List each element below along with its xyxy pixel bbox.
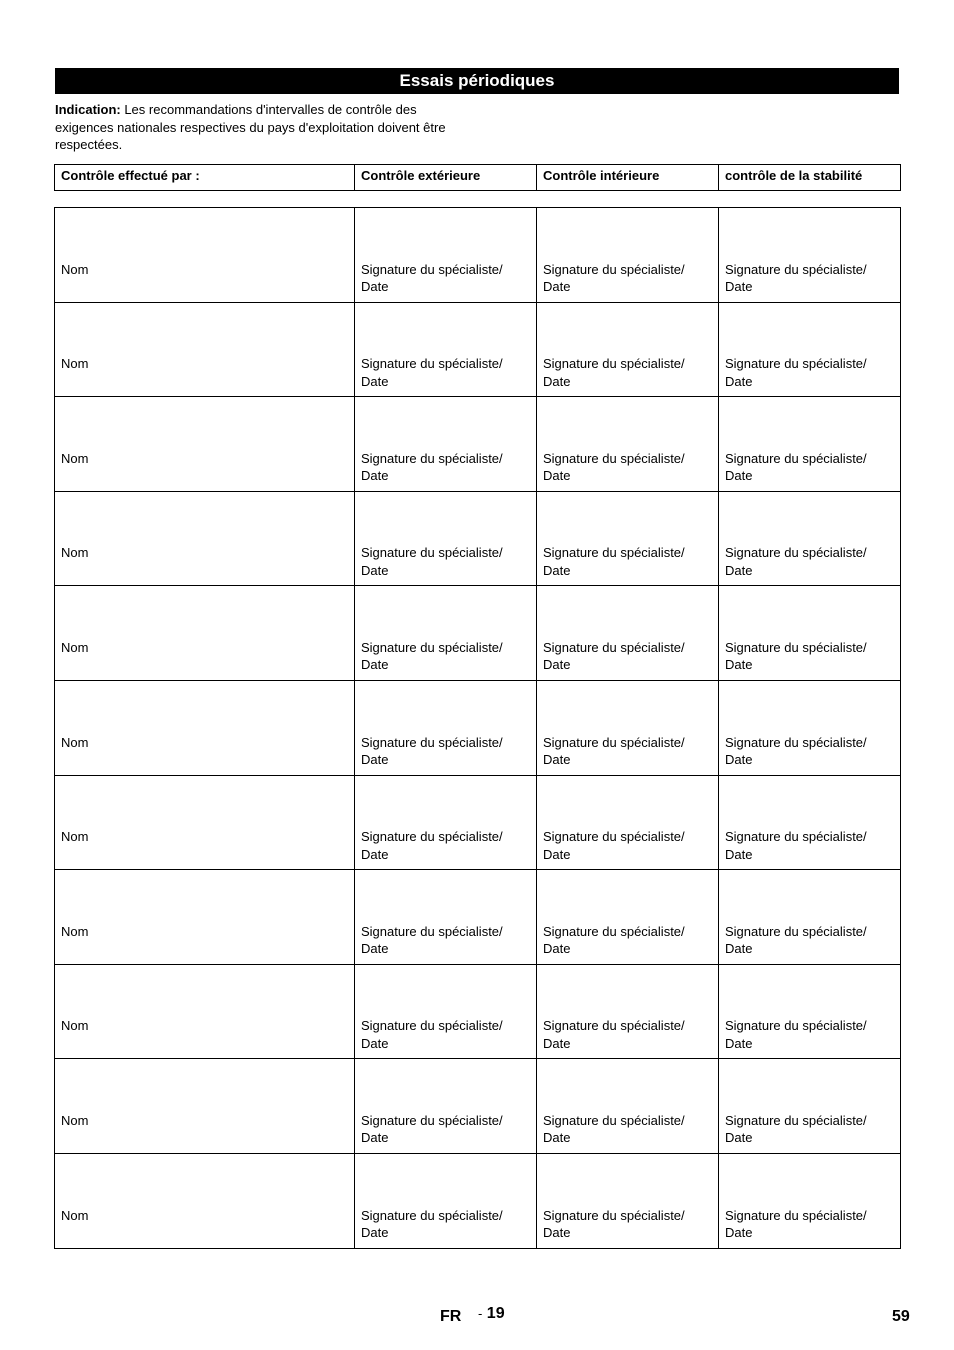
header-stability-check: contrôle de la stabilité xyxy=(719,165,901,191)
header-interior-check: Contrôle intérieure xyxy=(537,165,719,191)
signature-label: Signature du spécialiste/ xyxy=(543,450,685,466)
signature-label: Signature du spécialiste/ xyxy=(725,545,867,561)
signature-cell-stability[interactable] xyxy=(719,870,901,965)
table-row xyxy=(55,1153,901,1248)
name-spacer xyxy=(61,1225,65,1240)
signature-cell-stability[interactable] xyxy=(719,680,901,775)
name-cell[interactable] xyxy=(55,586,355,681)
signature-cell-exterior[interactable] xyxy=(355,1059,537,1154)
inspection-log-table xyxy=(54,207,901,1249)
signature-cell-interior[interactable] xyxy=(537,1059,719,1154)
date-label: Date xyxy=(543,657,571,673)
signature-label: Signature du spécialiste/ xyxy=(725,450,867,466)
signature-cell-exterior[interactable] xyxy=(355,397,537,492)
date-label: Date xyxy=(361,1225,389,1241)
table-row xyxy=(55,586,901,681)
table-row xyxy=(55,1059,901,1154)
signature-label: Signature du spécialiste/ xyxy=(361,1112,503,1128)
date-label: Date xyxy=(725,1035,753,1051)
signature-cell-stability[interactable] xyxy=(719,1153,901,1248)
date-label: Date xyxy=(543,562,571,578)
name-label: Nom xyxy=(61,450,89,466)
header-exterior-check: Contrôle extérieure xyxy=(355,165,537,191)
signature-label: Signature du spécialiste/ xyxy=(543,1018,685,1034)
header-performed-by: Contrôle effectué par : xyxy=(55,165,355,191)
date-label: Date xyxy=(361,1035,389,1051)
footer-sub-page xyxy=(478,1305,505,1323)
date-label: Date xyxy=(361,657,389,673)
signature-label: Signature du spécialiste/ xyxy=(725,1112,867,1128)
name-spacer xyxy=(61,847,65,862)
date-label: Date xyxy=(725,279,753,295)
name-label: Nom xyxy=(61,923,89,939)
date-label: Date xyxy=(725,941,753,957)
date-label: Date xyxy=(543,1225,571,1241)
indication-text: Les recommandations d'intervalles de contrôle des exigences nationales respectives du pays d'exploitation doivent être respectées. xyxy=(55,102,446,152)
indication-label: Indication: xyxy=(55,102,121,117)
name-cell[interactable] xyxy=(55,302,355,397)
signature-cell-interior[interactable] xyxy=(537,775,719,870)
signature-cell-exterior[interactable] xyxy=(355,870,537,965)
signature-cell-interior[interactable] xyxy=(537,586,719,681)
signature-label: Signature du spécialiste/ xyxy=(543,829,685,845)
signature-label: Signature du spécialiste/ xyxy=(725,356,867,372)
signature-cell-exterior[interactable] xyxy=(355,208,537,303)
date-label: Date xyxy=(361,373,389,389)
signature-cell-interior[interactable] xyxy=(537,1153,719,1248)
name-cell[interactable] xyxy=(55,870,355,965)
name-label: Nom xyxy=(61,1112,89,1128)
signature-label: Signature du spécialiste/ xyxy=(361,923,503,939)
signature-label: Signature du spécialiste/ xyxy=(543,356,685,372)
date-label: Date xyxy=(725,657,753,673)
name-cell[interactable] xyxy=(55,964,355,1059)
date-label: Date xyxy=(361,1130,389,1146)
signature-label: Signature du spécialiste/ xyxy=(543,734,685,750)
signature-cell-interior[interactable] xyxy=(537,208,719,303)
date-label: Date xyxy=(361,941,389,957)
signature-label: Signature du spécialiste/ xyxy=(725,923,867,939)
signature-label: Signature du spécialiste/ xyxy=(361,356,503,372)
signature-label: Signature du spécialiste/ xyxy=(543,1112,685,1128)
name-spacer xyxy=(61,374,65,389)
footer-page-number: 59 xyxy=(892,1308,910,1325)
name-spacer xyxy=(61,1036,65,1051)
name-cell[interactable] xyxy=(55,1059,355,1154)
signature-label: Signature du spécialiste/ xyxy=(361,261,503,277)
signature-label: Signature du spécialiste/ xyxy=(361,639,503,655)
date-label: Date xyxy=(543,752,571,768)
date-label: Date xyxy=(543,1035,571,1051)
name-cell[interactable] xyxy=(55,491,355,586)
name-spacer xyxy=(61,941,65,956)
footer-language: FR xyxy=(440,1308,462,1325)
date-label: Date xyxy=(725,752,753,768)
signature-label: Signature du spécialiste/ xyxy=(725,1207,867,1223)
signature-cell-stability[interactable] xyxy=(719,491,901,586)
signature-label: Signature du spécialiste/ xyxy=(725,261,867,277)
date-label: Date xyxy=(543,941,571,957)
signature-label: Signature du spécialiste/ xyxy=(361,545,503,561)
table-row xyxy=(55,491,901,586)
table-row xyxy=(55,397,901,492)
date-label: Date xyxy=(725,1130,753,1146)
signature-cell-stability[interactable] xyxy=(719,397,901,492)
signature-cell-interior[interactable] xyxy=(537,397,719,492)
date-label: Date xyxy=(725,1225,753,1241)
signature-cell-stability[interactable] xyxy=(719,1059,901,1154)
signature-cell-stability[interactable] xyxy=(719,775,901,870)
signature-label: Signature du spécialiste/ xyxy=(725,1018,867,1034)
signature-label: Signature du spécialiste/ xyxy=(543,923,685,939)
signature-cell-exterior[interactable] xyxy=(355,964,537,1059)
date-label: Date xyxy=(361,562,389,578)
signature-label: Signature du spécialiste/ xyxy=(725,639,867,655)
signature-label: Signature du spécialiste/ xyxy=(543,545,685,561)
name-label: Nom xyxy=(61,1207,89,1223)
signature-cell-exterior[interactable] xyxy=(355,1153,537,1248)
signature-cell-interior[interactable] xyxy=(537,680,719,775)
signature-cell-exterior[interactable] xyxy=(355,586,537,681)
signature-cell-exterior[interactable] xyxy=(355,680,537,775)
signature-label: Signature du spécialiste/ xyxy=(361,734,503,750)
signature-cell-exterior[interactable] xyxy=(355,491,537,586)
indication-note xyxy=(55,101,475,154)
name-spacer xyxy=(61,657,65,672)
signature-label: Signature du spécialiste/ xyxy=(543,1207,685,1223)
name-label: Nom xyxy=(61,639,89,655)
signature-cell-stability[interactable] xyxy=(719,302,901,397)
signature-cell-exterior[interactable] xyxy=(355,302,537,397)
signature-cell-stability[interactable] xyxy=(719,964,901,1059)
name-label: Nom xyxy=(61,356,89,372)
name-label: Nom xyxy=(61,734,89,750)
signature-label: Signature du spécialiste/ xyxy=(725,829,867,845)
signature-label: Signature du spécialiste/ xyxy=(725,734,867,750)
signature-label: Signature du spécialiste/ xyxy=(543,261,685,277)
date-label: Date xyxy=(543,279,571,295)
footer-sub-page-number: 19 xyxy=(486,1305,505,1322)
header-row xyxy=(55,165,901,191)
name-cell[interactable] xyxy=(55,208,355,303)
table-row xyxy=(55,208,901,303)
date-label: Date xyxy=(361,468,389,484)
name-spacer xyxy=(61,752,65,767)
date-label: Date xyxy=(725,468,753,484)
date-label: Date xyxy=(725,846,753,862)
date-label: Date xyxy=(543,846,571,862)
inspection-header-table xyxy=(54,164,901,191)
name-cell[interactable] xyxy=(55,397,355,492)
signature-cell-interior[interactable] xyxy=(537,491,719,586)
signature-cell-exterior[interactable] xyxy=(355,775,537,870)
table-row xyxy=(55,964,901,1059)
signature-label: Signature du spécialiste/ xyxy=(361,829,503,845)
date-label: Date xyxy=(543,373,571,389)
date-label: Date xyxy=(543,1130,571,1146)
date-label: Date xyxy=(361,846,389,862)
date-label: Date xyxy=(725,373,753,389)
name-cell[interactable] xyxy=(55,680,355,775)
signature-label: Signature du spécialiste/ xyxy=(361,1018,503,1034)
name-label: Nom xyxy=(61,261,89,277)
name-spacer xyxy=(61,563,65,578)
date-label: Date xyxy=(543,468,571,484)
name-label: Nom xyxy=(61,1018,89,1034)
date-label: Date xyxy=(361,752,389,768)
table-row xyxy=(55,775,901,870)
name-spacer xyxy=(61,1130,65,1145)
page-title: Essais périodiques xyxy=(55,68,899,94)
signature-cell-stability[interactable] xyxy=(719,586,901,681)
name-spacer xyxy=(61,468,65,483)
name-label: Nom xyxy=(61,829,89,845)
name-cell[interactable] xyxy=(55,1153,355,1248)
date-label: Date xyxy=(725,562,753,578)
signature-label: Signature du spécialiste/ xyxy=(543,639,685,655)
table-row xyxy=(55,870,901,965)
name-spacer xyxy=(61,279,65,294)
signature-cell-stability[interactable] xyxy=(719,208,901,303)
footer-dash: - xyxy=(478,1306,483,1321)
name-label: Nom xyxy=(61,545,89,561)
signature-cell-interior[interactable] xyxy=(537,964,719,1059)
table-row xyxy=(55,680,901,775)
signature-label: Signature du spécialiste/ xyxy=(361,450,503,466)
signature-label: Signature du spécialiste/ xyxy=(361,1207,503,1223)
name-cell[interactable] xyxy=(55,775,355,870)
signature-cell-interior[interactable] xyxy=(537,870,719,965)
table-row xyxy=(55,302,901,397)
signature-cell-interior[interactable] xyxy=(537,302,719,397)
date-label: Date xyxy=(361,279,389,295)
